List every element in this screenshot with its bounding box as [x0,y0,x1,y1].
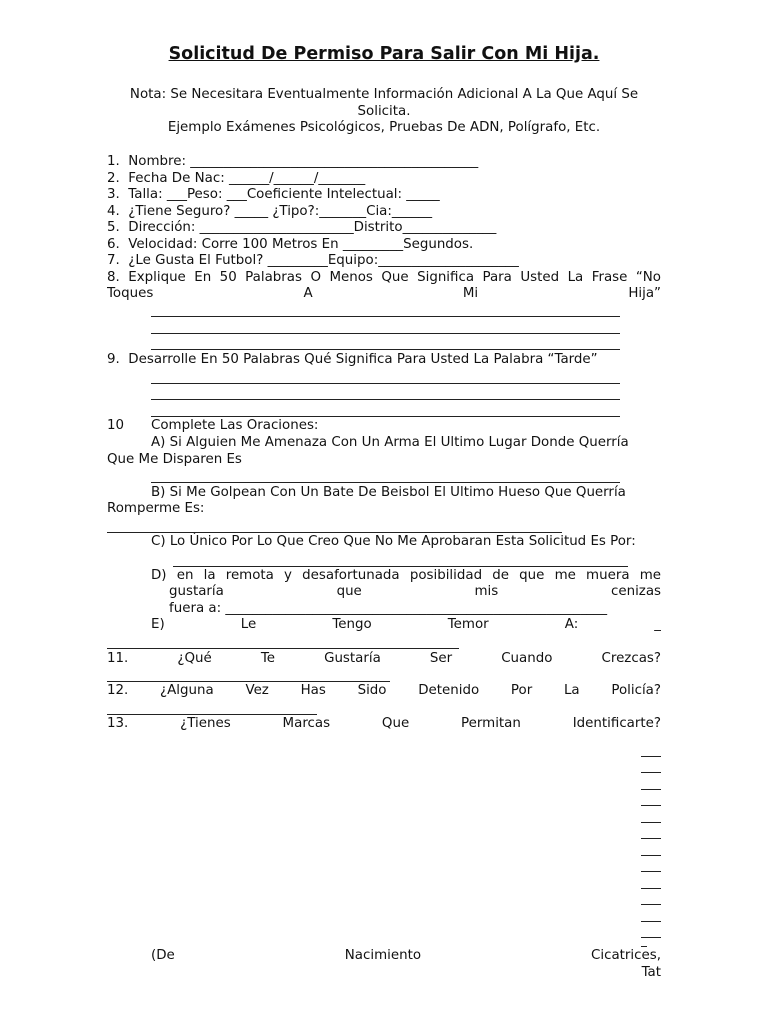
answer-dash [641,757,661,774]
question-10d-line-3: fuera a: _________________________________________________________ [169,601,608,616]
answer-dash [641,922,661,939]
question-1-name: 1. Nombre: ___________________________________________ [107,154,479,169]
note-line-1: Nota: Se Necesitara Eventualmente Información Adicional A La Que Aquí Se Solicita. [129,87,639,119]
document-title: Solicitud De Permiso Para Salir Con Mi Hija. [168,44,600,64]
question-3-measures: 3. Talla: ___Peso: ___Coeficiente Intelectual: _____ [107,187,440,202]
question-13-line-2: (De Nacimiento Cicatrices, [151,948,661,963]
question-13: 13. ¿Tienes Marcas Que Permitan Identificarte? [107,716,661,731]
answer-dash [641,889,661,906]
question-12: 12. ¿Alguna Vez Has Sido Detenido Por La Policía? [107,683,661,698]
question-8-line-1: 8. Explique En 50 Palabras O Menos Que Significa Para Usted La Frase “No [107,269,661,285]
question-8-line-2: Toques A Mi Hija” [107,286,661,301]
answer-dash [641,790,661,807]
question-7-football: 7. ¿Le Gusta El Futbol? _________Equipo:_____________________ [107,253,519,268]
answer-dash [641,823,661,840]
question-13-line-3: Tat [641,965,661,980]
answer-line [151,333,620,334]
note-block [118,87,650,137]
question-5-address: 5. Dirección: _______________________Distrito______________ [107,220,497,235]
question-11: 11. ¿Qué Te Gustaría Ser Cuando Crezcas? [107,651,661,666]
question-10b-line-2: Romperme Es: [107,501,205,516]
question-10d-line-2: gustaría que mis cenizas [169,584,661,599]
question-10-label: Complete Las Oraciones: [151,418,319,433]
note-line-2: Ejemplo Exámenes Psicológicos, Pruebas De ADN, Polígrafo, Etc. [167,120,601,135]
question-10c: C) Lo Único Por Lo Que Creo Que No Me Aprobaran Esta Solicitud Es Por: [151,534,636,549]
answer-dash [641,773,661,790]
answer-dash-column [641,740,661,938]
question-10 [107,417,661,434]
question-10b-line-1: B) Si Me Golpean Con Un Bate De Beisbol El Ultimo Hueso Que Querría [151,485,626,500]
answer-line [151,482,620,483]
answer-line [151,383,620,384]
answer-dash [641,806,661,823]
answer-line [151,399,620,400]
question-10e: E) Le Tengo Temor A: _ [151,617,661,632]
question-6-speed: 6. Velocidad: Corre 100 Metros En _________Segundos. [107,236,474,252]
question-2-birthdate: 2. Fecha De Nac: ______/______/_______ [107,170,366,186]
answer-dash [641,872,661,889]
question-10a-line-2: Que Me Disparen Es [107,452,242,467]
answer-dash [641,839,661,856]
answer-dash [641,905,661,922]
question-10-number: 10 [107,418,125,433]
answer-dash [641,740,661,757]
answer-dash [641,856,661,873]
question-10d-line-1: D) en la remota y desafortunada posibilidad de que me muera me [151,568,661,583]
answer-line [107,648,459,649]
answer-line [151,316,620,317]
question-4-insurance: 4. ¿Tiene Seguro? _____ ¿Tipo?:_______Cia:______ [107,203,433,219]
question-9: 9. Desarrolle En 50 Palabras Qué Significa Para Usted La Palabra “Tarde” [107,352,598,367]
question-10a-line-1: A) Si Alguien Me Amenaza Con Un Arma El Ultimo Lugar Donde Querría [151,435,629,450]
answer-line [151,349,620,350]
